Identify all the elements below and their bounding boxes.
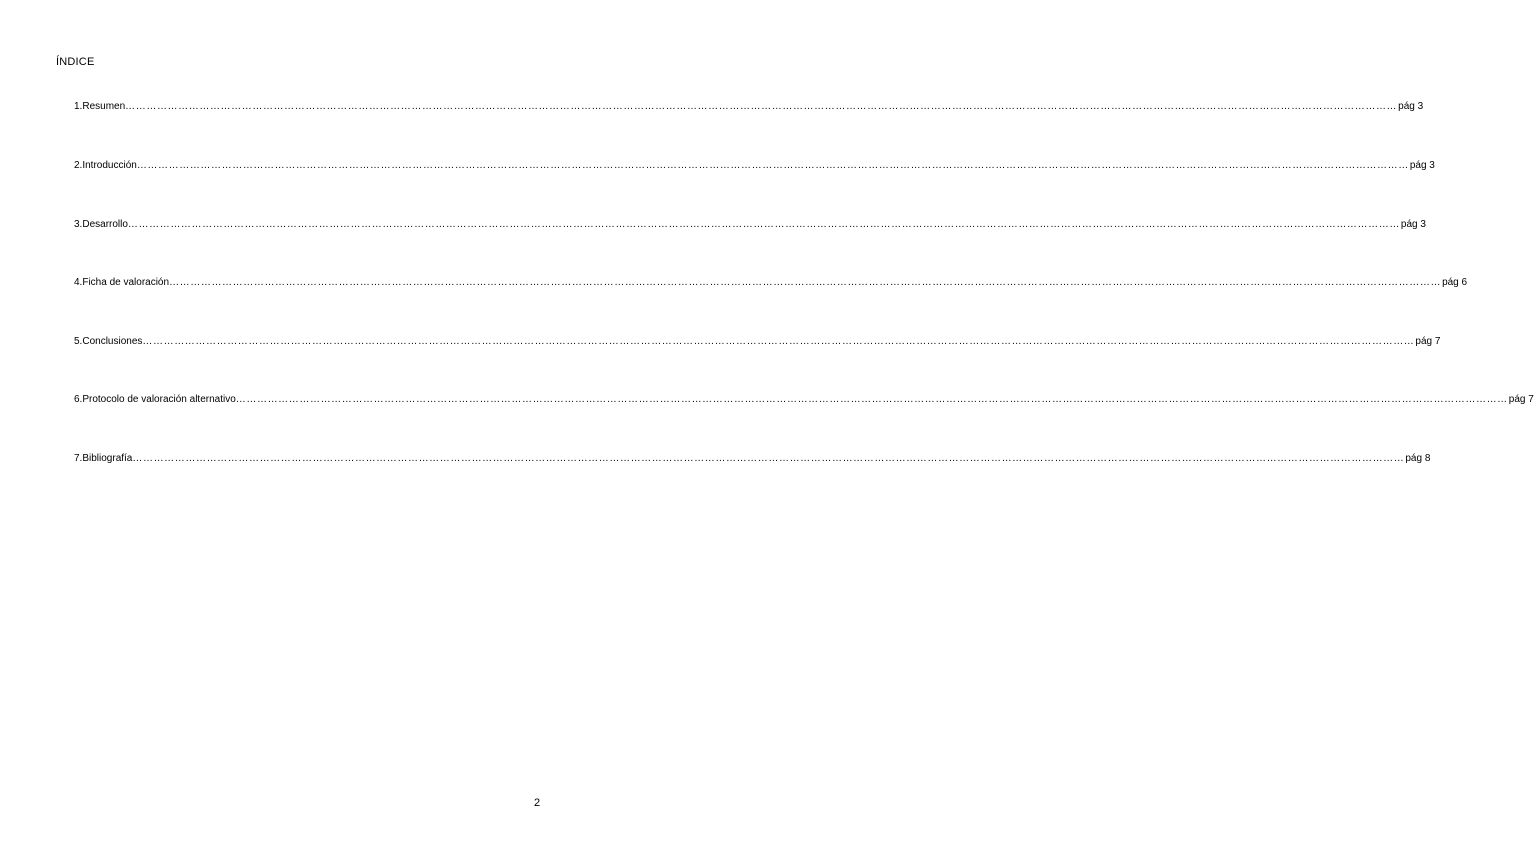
toc-entry-page: pág 3	[1409, 160, 1435, 171]
toc-entry-number: 2.	[74, 160, 83, 171]
page-number: 2	[534, 797, 541, 809]
toc-entry-page: pág 3	[1400, 219, 1426, 230]
toc-leader-dots: ………………………………………………………………………………………………………………………………………………………………………………………………………………………………………………………………………………………………………………………………	[125, 101, 1398, 112]
toc-leader-dots: ………………………………………………………………………………………………………………………………………………………………………………………………………………………………………………………………………………………………………………………………	[235, 394, 1508, 405]
toc-entry	[74, 101, 1424, 113]
toc-entry-number: 6.	[74, 394, 83, 405]
toc-leader-dots: ………………………………………………………………………………………………………………………………………………………………………………………………………………………………………………………………………………………………………………………………	[127, 219, 1400, 230]
toc-entry-label: Desarrollo	[82, 219, 128, 230]
toc-entry	[74, 394, 1534, 406]
toc-entry-page: pág 7	[1508, 394, 1534, 405]
toc-entry-label: Ficha de valoración	[82, 277, 170, 288]
toc-entry-page: pág 3	[1398, 101, 1424, 112]
toc-entry-number: 5.	[74, 336, 83, 347]
toc-entry	[74, 277, 1468, 289]
toc-leader-dots: ………………………………………………………………………………………………………………………………………………………………………………………………………………………………………………………………………………………………………………………………	[136, 160, 1409, 171]
toc-entry-label: Conclusiones	[82, 336, 143, 347]
toc-entry-page: pág 7	[1415, 336, 1441, 347]
toc-entry-label: Resumen	[82, 101, 126, 112]
toc-entry-number: 3.	[74, 219, 83, 230]
toc-entry	[74, 160, 1435, 172]
toc-entry	[74, 336, 1441, 348]
toc-entry-label: Introducción	[82, 160, 137, 171]
toc-entry-page: pág 8	[1405, 453, 1431, 464]
toc-entry-label: Bibliografía	[82, 453, 133, 464]
toc-leader-dots: ………………………………………………………………………………………………………………………………………………………………………………………………………………………………………………………………………………………………………………………………	[169, 277, 1442, 288]
toc-entry-number: 4.	[74, 277, 83, 288]
toc-leader-dots: ………………………………………………………………………………………………………………………………………………………………………………………………………………………………………………………………………………………………………………………………	[132, 453, 1405, 464]
toc-entry-number: 1.	[74, 101, 83, 112]
toc-entry-label: Protocolo de valoración alternativo	[82, 394, 236, 405]
toc-entry	[74, 453, 1431, 465]
toc-entry-page: pág 6	[1442, 277, 1468, 288]
toc-leader-dots: ………………………………………………………………………………………………………………………………………………………………………………………………………………………………………………………………………………………………………………………………	[142, 336, 1415, 347]
toc-entry-number: 7.	[74, 453, 83, 464]
page-title: ÍNDICE	[56, 56, 95, 68]
toc-entry	[74, 219, 1426, 231]
